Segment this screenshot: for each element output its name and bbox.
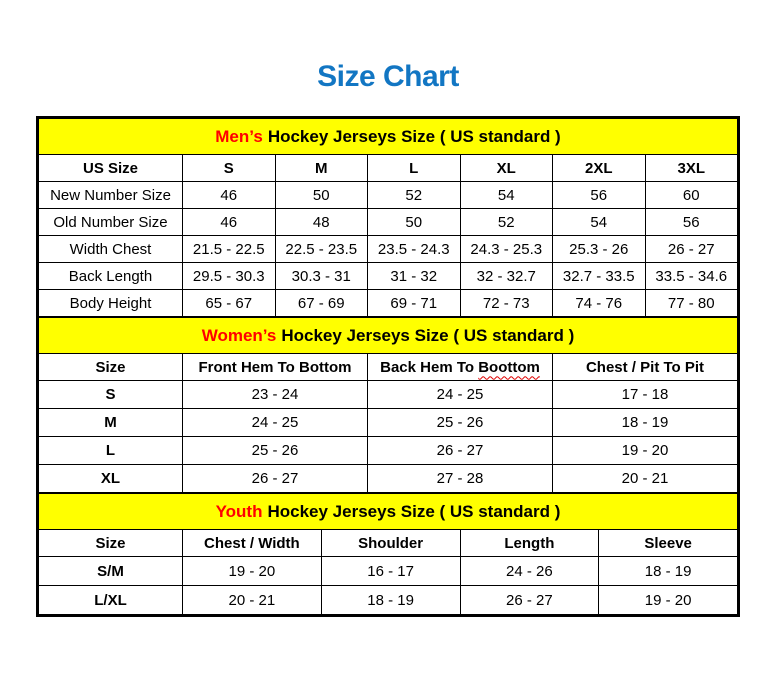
womens-column-header-front-hem: Front Hem To Bottom [183,354,368,381]
mens-column-header-us-size: US Size [39,155,183,182]
cell: 26 - 27 [460,586,599,615]
cell: 18 - 19 [599,557,738,586]
row-label: Back Length [39,263,183,290]
row-label: Width Chest [39,236,183,263]
mens-section-band [39,119,738,155]
cell: 25.3 - 26 [553,236,646,263]
mens-band-text: Hockey Jerseys Size ( US standard ) [267,126,561,146]
youth-column-header-sleeve: Sleeve [599,530,738,557]
youth-column-header-chest-width: Chest / Width [183,530,322,557]
cell: 24.3 - 25.3 [460,236,553,263]
cell: 17 - 18 [553,381,738,409]
cell: 77 - 80 [645,290,738,317]
table-row-old-number-size [39,209,738,236]
mens-size-table [38,118,738,317]
youth-band-highlight: Youth [215,501,263,521]
mens-column-header-3xl: 3XL [645,155,738,182]
cell: 26 - 27 [183,465,368,493]
cell: 18 - 19 [553,409,738,437]
cell: 65 - 67 [183,290,276,317]
cell: 20 - 21 [183,586,322,615]
size-cell: M [39,409,183,437]
youth-column-header-shoulder: Shoulder [321,530,460,557]
cell: 25 - 26 [368,409,553,437]
table-row-women-s [39,381,738,409]
cell: 19 - 20 [183,557,322,586]
cell: 32 - 32.7 [460,263,553,290]
page-title: Size Chart [317,60,459,93]
cell: 52 [460,209,553,236]
cell: 32.7 - 33.5 [553,263,646,290]
womens-header-row [39,354,738,381]
table-row-women-xl [39,465,738,493]
cell: 23.5 - 24.3 [368,236,461,263]
youth-column-header-length: Length [460,530,599,557]
cell: 20 - 21 [553,465,738,493]
womens-size-table [38,317,738,493]
mens-band-highlight: Men’s [215,126,263,146]
cell: 27 - 28 [368,465,553,493]
cell: 24 - 25 [183,409,368,437]
cell: 46 [183,209,276,236]
cell: 72 - 73 [460,290,553,317]
cell: 69 - 71 [368,290,461,317]
mens-column-header-xl: XL [460,155,553,182]
table-row-women-m [39,409,738,437]
youth-header-row [39,530,738,557]
cell: 48 [275,209,368,236]
cell: 24 - 25 [368,381,553,409]
cell: 26 - 27 [368,437,553,465]
cell: 19 - 20 [599,586,738,615]
size-cell: L [39,437,183,465]
size-cell: S [39,381,183,409]
size-cell: L/XL [39,586,183,615]
row-label: New Number Size [39,182,183,209]
cell: 56 [553,182,646,209]
cell: 31 - 32 [368,263,461,290]
womens-column-header-back-hem [368,354,553,381]
table-row-youth-lxl [39,586,738,615]
youth-size-table [38,493,738,615]
womens-column-header-chest: Chest / Pit To Pit [553,354,738,381]
youth-band [39,494,738,530]
cell: 21.5 - 22.5 [183,236,276,263]
cell: 74 - 76 [553,290,646,317]
cell: 54 [553,209,646,236]
mens-band [39,119,738,155]
table-row-width-chest [39,236,738,263]
youth-band-text: Hockey Jerseys Size ( US standard ) [267,501,561,521]
cell: 52 [368,182,461,209]
cell: 16 - 17 [321,557,460,586]
cell: 50 [275,182,368,209]
row-label: Old Number Size [39,209,183,236]
table-row-back-length [39,263,738,290]
cell: 67 - 69 [275,290,368,317]
row-label: Body Height [39,290,183,317]
cell: 54 [460,182,553,209]
table-row-new-number-size [39,182,738,209]
youth-section-band [39,494,738,530]
mens-column-header-l: L [368,155,461,182]
cell: 30.3 - 31 [275,263,368,290]
cell: 60 [645,182,738,209]
mens-column-header-s: S [183,155,276,182]
cell: 18 - 19 [321,586,460,615]
table-row-body-height [39,290,738,317]
cell: 56 [645,209,738,236]
mens-header-row [39,155,738,182]
womens-column-header-size: Size [39,354,183,381]
womens-band-text: Hockey Jerseys Size ( US standard ) [281,325,575,345]
cell: 46 [183,182,276,209]
mens-column-header-2xl: 2XL [553,155,646,182]
womens-section-band [39,318,738,354]
cell: 23 - 24 [183,381,368,409]
table-row-women-l [39,437,738,465]
cell: 22.5 - 23.5 [275,236,368,263]
cell: 24 - 26 [460,557,599,586]
size-chart-tables [36,116,740,617]
cell: 29.5 - 30.3 [183,263,276,290]
mens-column-header-m: M [275,155,368,182]
cell: 33.5 - 34.6 [645,263,738,290]
cell: 25 - 26 [183,437,368,465]
table-row-youth-sm [39,557,738,586]
size-cell: S/M [39,557,183,586]
cell: 19 - 20 [553,437,738,465]
womens-band [39,318,738,354]
size-cell: XL [39,465,183,493]
back-hem-typo-word: Boottom [478,358,540,376]
womens-band-highlight: Women’s [201,325,277,345]
cell: 50 [368,209,461,236]
youth-column-header-size: Size [39,530,183,557]
cell: 26 - 27 [645,236,738,263]
back-hem-label-prefix: Back Hem To [380,358,475,376]
